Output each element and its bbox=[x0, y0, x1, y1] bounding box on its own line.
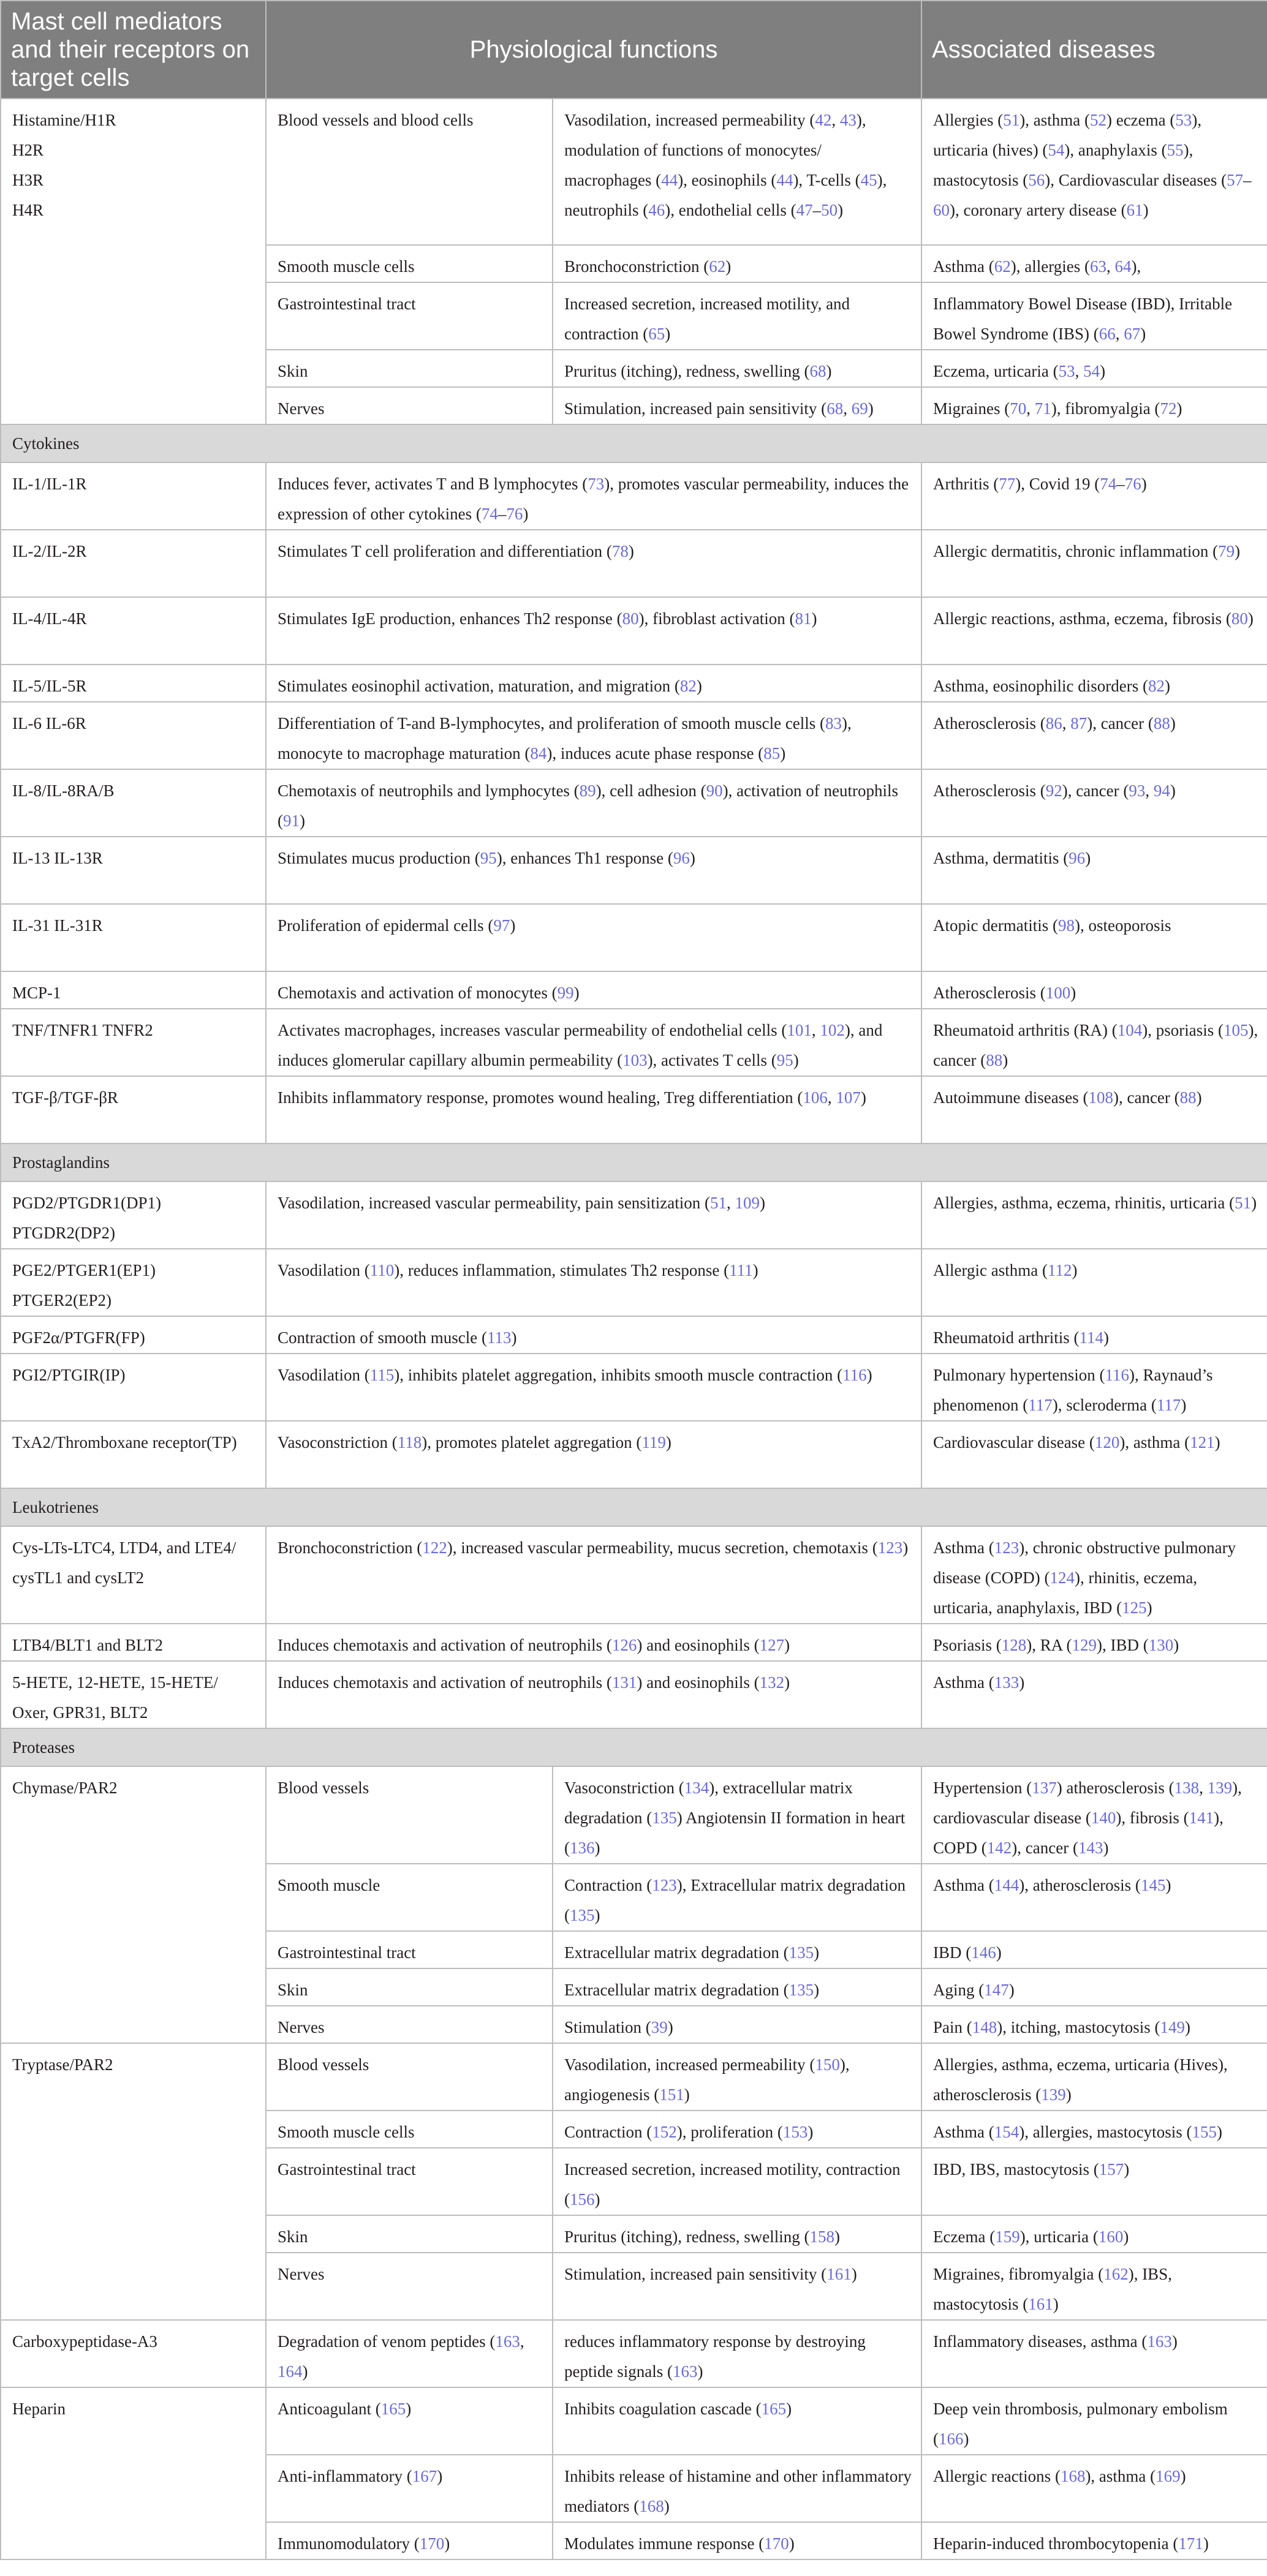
table-row bbox=[1, 1009, 1267, 1076]
function-cell: reduces inflammatory response by destroying peptide signals (163) bbox=[553, 2320, 921, 2387]
function-cell: Vasodilation (110), reduces inflammation, stimulates Th2 response (111) bbox=[266, 1249, 921, 1316]
disease-cell: Psoriasis (128), RA (129), IBD (130) bbox=[921, 1624, 1267, 1661]
function-cell: Stimulates IgE production, enhances Th2 response (80), fibroblast activation (81) bbox=[266, 597, 921, 665]
disease-cell: Asthma (133) bbox=[921, 1661, 1267, 1728]
section-row bbox=[1, 424, 1267, 462]
mediator-cell: IL-13 IL-13R bbox=[1, 837, 266, 904]
site-cell: Smooth muscle bbox=[266, 1864, 553, 1931]
site-cell: Nerves bbox=[266, 387, 553, 424]
disease-cell: Inflammatory diseases, asthma (163) bbox=[921, 2320, 1267, 2387]
function-cell: Inhibits release of histamine and other inflammatory mediators (168) bbox=[553, 2455, 921, 2522]
function-cell: Extracellular matrix degradation (135) bbox=[553, 1968, 921, 2006]
function-cell: Pruritus (itching), redness, swelling (68) bbox=[553, 350, 921, 387]
site-cell: Anticoagulant (165) bbox=[266, 2387, 553, 2455]
table-row bbox=[1, 1316, 1267, 1354]
disease-cell: Cardiovascular disease (120), asthma (121) bbox=[921, 1421, 1267, 1488]
mediator-cell: 5-HETE, 12-HETE, 15-HETE/ Oxer, GPR31, BLT2 bbox=[1, 1661, 266, 1728]
mediator-cell: Tryptase/PAR2 bbox=[1, 2043, 266, 2320]
mediator-cell: Cys-LTs-LTC4, LTD4, and LTE4/ cysTL1 and cysLT2 bbox=[1, 1526, 266, 1624]
disease-cell: Atherosclerosis (92), cancer (93, 94) bbox=[921, 769, 1267, 837]
function-cell: Stimulates mucus production (95), enhances Th1 response (96) bbox=[266, 837, 921, 904]
function-cell: Vasodilation, increased permeability (150), angiogenesis (151) bbox=[553, 2043, 921, 2111]
table-row bbox=[1, 2387, 1267, 2455]
table-row bbox=[1, 904, 1267, 971]
function-cell: Bronchoconstriction (122), increased vascular permeability, mucus secretion, chemotaxis (123) bbox=[266, 1526, 921, 1624]
function-cell: Stimulation (39) bbox=[553, 2006, 921, 2043]
disease-cell: Asthma (154), allergies, mastocytosis (155) bbox=[921, 2111, 1267, 2148]
header-mediators: Mast cell mediators and their receptors on target cells bbox=[1, 1, 266, 99]
function-cell: Contraction (123), Extracellular matrix degradation (135) bbox=[553, 1864, 921, 1931]
site-cell: Nerves bbox=[266, 2006, 553, 2043]
table-row bbox=[1, 1526, 1267, 1624]
table-row bbox=[1, 1624, 1267, 1661]
mediator-cell: LTB4/BLT1 and BLT2 bbox=[1, 1624, 266, 1661]
disease-cell: Arthritis (77), Covid 19 (74–76) bbox=[921, 462, 1267, 530]
function-cell: Extracellular matrix degradation (135) bbox=[553, 1931, 921, 1968]
site-cell: Skin bbox=[266, 350, 553, 387]
disease-cell: Asthma (144), atherosclerosis (145) bbox=[921, 1864, 1267, 1931]
table-row bbox=[1, 2043, 1267, 2111]
section-title: Cytokines bbox=[12, 434, 80, 453]
mediator-cell: IL-4/IL-4R bbox=[1, 597, 266, 665]
disease-cell: Allergies (51), asthma (52) eczema (53), urticaria (hives) (54), anaphylaxis (55), mastocytosis (56), Cardiovascular diseases (57–60), coronary artery disease (61) bbox=[921, 99, 1267, 245]
table-row bbox=[1, 702, 1267, 769]
disease-cell: Asthma, eosinophilic disorders (82) bbox=[921, 665, 1267, 702]
table-row bbox=[1, 1249, 1267, 1316]
disease-cell: Atherosclerosis (86, 87), cancer (88) bbox=[921, 702, 1267, 769]
site-cell: Blood vessels and blood cells bbox=[266, 99, 553, 245]
function-cell: Activates macrophages, increases vascular permeability of endothelial cells (101, 102), and induces glomerular capillary albumin permeability (103), activates T cells (95) bbox=[266, 1009, 921, 1076]
section-title: Prostaglandins bbox=[12, 1153, 110, 1172]
disease-cell: Aging (147) bbox=[921, 1968, 1267, 2006]
function-cell: Stimulation, increased pain sensitivity (161) bbox=[553, 2253, 921, 2320]
function-cell: Inhibits coagulation cascade (165) bbox=[553, 2387, 921, 2455]
function-cell: Vasodilation, increased permeability (42, 43), modulation of functions of monocytes/ macrophages (44), eosinophils (44), T-cells (45), neutrophils (46), endothelial cells (47–50) bbox=[553, 99, 921, 245]
mediator-cell: MCP-1 bbox=[1, 971, 266, 1009]
disease-cell: Pain (148), itching, mastocytosis (149) bbox=[921, 2006, 1267, 2043]
mediator-cell: IL-6 IL-6R bbox=[1, 702, 266, 769]
mediator-cell: Chymase/PAR2 bbox=[1, 1766, 266, 2043]
site-cell: Anti-inflammatory (167) bbox=[266, 2455, 553, 2522]
site-cell: Blood vessels bbox=[266, 2043, 553, 2111]
function-cell: Induces fever, activates T and B lymphocytes (73), promotes vascular permeability, induces the expression of other cytokines (74–76) bbox=[266, 462, 921, 530]
site-cell: Nerves bbox=[266, 2253, 553, 2320]
table-row bbox=[1, 1661, 1267, 1728]
mediator-cell: IL-31 IL-31R bbox=[1, 904, 266, 971]
disease-cell: Hypertension (137) atherosclerosis (138, 139), cardiovascular disease (140), fibrosis (141), COPD (142), cancer (143) bbox=[921, 1766, 1267, 1864]
table-row bbox=[1, 99, 1267, 245]
disease-cell: Rheumatoid arthritis (114) bbox=[921, 1316, 1267, 1354]
disease-cell: Pulmonary hypertension (116), Raynaud’s phenomenon (117), scleroderma (117) bbox=[921, 1354, 1267, 1421]
disease-cell: Migraines (70, 71), fibromyalgia (72) bbox=[921, 387, 1267, 424]
function-cell: Increased secretion, increased motility, contraction (156) bbox=[553, 2148, 921, 2215]
mediator-cell: Heparin bbox=[1, 2387, 266, 2559]
disease-cell: Allergic reactions, asthma, eczema, fibrosis (80) bbox=[921, 597, 1267, 665]
disease-cell: Allergic dermatitis, chronic inflammation (79) bbox=[921, 530, 1267, 597]
disease-cell: Allergies, asthma, eczema, urticaria (Hives), atherosclerosis (139) bbox=[921, 2043, 1267, 2111]
site-cell: Skin bbox=[266, 2215, 553, 2253]
function-cell: Vasodilation (115), inhibits platelet aggregation, inhibits smooth muscle contraction (116) bbox=[266, 1354, 921, 1421]
site-cell: Gastrointestinal tract bbox=[266, 2148, 553, 2215]
site-cell: Blood vessels bbox=[266, 1766, 553, 1864]
disease-cell: Allergic asthma (112) bbox=[921, 1249, 1267, 1316]
function-cell: Vasoconstriction (118), promotes platelet aggregation (119) bbox=[266, 1421, 921, 1488]
function-cell: Bronchoconstriction (62) bbox=[553, 245, 921, 282]
section-title: Proteases bbox=[12, 1738, 75, 1757]
function-cell: Contraction of smooth muscle (113) bbox=[266, 1316, 921, 1354]
mediator-cell: TGF-β/TGF-βR bbox=[1, 1076, 266, 1143]
mediator-cell: PGI2/PTGIR(IP) bbox=[1, 1354, 266, 1421]
mediator-cell: Histamine/H1R H2R H3R H4R bbox=[1, 99, 266, 424]
site-cell: Skin bbox=[266, 1968, 553, 2006]
function-cell: Increased secretion, increased motility, and contraction (65) bbox=[553, 282, 921, 350]
site-cell: Immunomodulatory (170) bbox=[266, 2522, 553, 2559]
disease-cell: Eczema (159), urticaria (160) bbox=[921, 2215, 1267, 2253]
function-cell: Stimulates T cell proliferation and differentiation (78) bbox=[266, 530, 921, 597]
disease-cell: Allergic reactions (168), asthma (169) bbox=[921, 2455, 1267, 2522]
function-cell: Vasoconstriction (134), extracellular matrix degradation (135) Angiotensin II formation in heart (136) bbox=[553, 1766, 921, 1864]
function-cell: Differentiation of T-and B-lymphocytes, and proliferation of smooth muscle cells (83), monocyte to macrophage maturation (84), induces acute phase response (85) bbox=[266, 702, 921, 769]
disease-cell: Allergies, asthma, eczema, rhinitis, urticaria (51) bbox=[921, 1181, 1267, 1249]
mediator-cell: PGE2/PTGER1(EP1) PTGER2(EP2) bbox=[1, 1249, 266, 1316]
disease-cell: Rheumatoid arthritis (RA) (104), psoriasis (105), cancer (88) bbox=[921, 1009, 1267, 1076]
disease-cell: Heparin-induced thrombocytopenia (171) bbox=[921, 2522, 1267, 2559]
site-cell: Degradation of venom peptides (163, 164) bbox=[266, 2320, 553, 2387]
mediator-cell: PGD2/PTGDR1(DP1) PTGDR2(DP2) bbox=[1, 1181, 266, 1249]
disease-cell: Atopic dermatitis (98), osteoporosis bbox=[921, 904, 1267, 971]
function-cell: Stimulation, increased pain sensitivity (68, 69) bbox=[553, 387, 921, 424]
disease-cell: IBD, IBS, mastocytosis (157) bbox=[921, 2148, 1267, 2215]
disease-cell: Deep vein thrombosis, pulmonary embolism (166) bbox=[921, 2387, 1267, 2455]
header-functions: Physiological functions bbox=[266, 1, 921, 99]
function-cell: Pruritus (itching), redness, swelling (158) bbox=[553, 2215, 921, 2253]
disease-cell: Inflammatory Bowel Disease (IBD), Irritable Bowel Syndrome (IBS) (66, 67) bbox=[921, 282, 1267, 350]
disease-cell: Asthma (62), allergies (63, 64), bbox=[921, 245, 1267, 282]
table-row bbox=[1, 769, 1267, 837]
table-row bbox=[1, 665, 1267, 702]
table-row bbox=[1, 530, 1267, 597]
table-row bbox=[1, 2320, 1267, 2387]
table-row bbox=[1, 1766, 1267, 1864]
function-cell: Contraction (152), proliferation (153) bbox=[553, 2111, 921, 2148]
function-cell: Modulates immune response (170) bbox=[553, 2522, 921, 2559]
section-row bbox=[1, 1143, 1267, 1181]
disease-cell: Eczema, urticaria (53, 54) bbox=[921, 350, 1267, 387]
mediator-cell: IL-5/IL-5R bbox=[1, 665, 266, 702]
mediator-cell: IL-8/IL-8RA/B bbox=[1, 769, 266, 837]
table-row bbox=[1, 1181, 1267, 1249]
site-cell: Smooth muscle cells bbox=[266, 245, 553, 282]
disease-cell: Asthma, dermatitis (96) bbox=[921, 837, 1267, 904]
table-row bbox=[1, 1354, 1267, 1421]
mediator-cell: PGF2α/PTGFR(FP) bbox=[1, 1316, 266, 1354]
disease-cell: Migraines, fibromyalgia (162), IBS, mastocytosis (161) bbox=[921, 2253, 1267, 2320]
section-row bbox=[1, 1488, 1267, 1526]
mediator-cell: Carboxypeptidase-A3 bbox=[1, 2320, 266, 2387]
table-row bbox=[1, 971, 1267, 1009]
disease-cell: Atherosclerosis (100) bbox=[921, 971, 1267, 1009]
header-diseases: Associated diseases bbox=[921, 1, 1267, 99]
function-cell: Vasodilation, increased vascular permeability, pain sensitization (51, 109) bbox=[266, 1181, 921, 1249]
disease-cell: IBD (146) bbox=[921, 1931, 1267, 1968]
section-row bbox=[1, 1728, 1267, 1766]
table-row bbox=[1, 597, 1267, 665]
function-cell: Induces chemotaxis and activation of neutrophils (126) and eosinophils (127) bbox=[266, 1624, 921, 1661]
mediator-cell: TNF/TNFR1 TNFR2 bbox=[1, 1009, 266, 1076]
table-row bbox=[1, 462, 1267, 530]
site-cell: Smooth muscle cells bbox=[266, 2111, 553, 2148]
section-title: Leukotrienes bbox=[12, 1498, 99, 1516]
site-cell: Gastrointestinal tract bbox=[266, 282, 553, 350]
disease-cell: Asthma (123), chronic obstructive pulmonary disease (COPD) (124), rhinitis, eczema, urticaria, anaphylaxis, IBD (125) bbox=[921, 1526, 1267, 1624]
mediator-cell: IL-1/IL-1R bbox=[1, 462, 266, 530]
table-row bbox=[1, 1076, 1267, 1143]
function-cell: Proliferation of epidermal cells (97) bbox=[266, 904, 921, 971]
function-cell: Chemotaxis and activation of monocytes (99) bbox=[266, 971, 921, 1009]
mediator-cell: IL-2/IL-2R bbox=[1, 530, 266, 597]
function-cell: Inhibits inflammatory response, promotes wound healing, Treg differentiation (106, 107) bbox=[266, 1076, 921, 1143]
table-row bbox=[1, 1421, 1267, 1488]
function-cell: Induces chemotaxis and activation of neutrophils (131) and eosinophils (132) bbox=[266, 1661, 921, 1728]
disease-cell: Autoimmune diseases (108), cancer (88) bbox=[921, 1076, 1267, 1143]
mediator-cell: TxA2/Thromboxane receptor(TP) bbox=[1, 1421, 266, 1488]
site-cell: Gastrointestinal tract bbox=[266, 1931, 553, 1968]
function-cell: Stimulates eosinophil activation, maturation, and migration (82) bbox=[266, 665, 921, 702]
table-row bbox=[1, 837, 1267, 904]
function-cell: Chemotaxis of neutrophils and lymphocytes (89), cell adhesion (90), activation of neutrophils (91) bbox=[266, 769, 921, 837]
